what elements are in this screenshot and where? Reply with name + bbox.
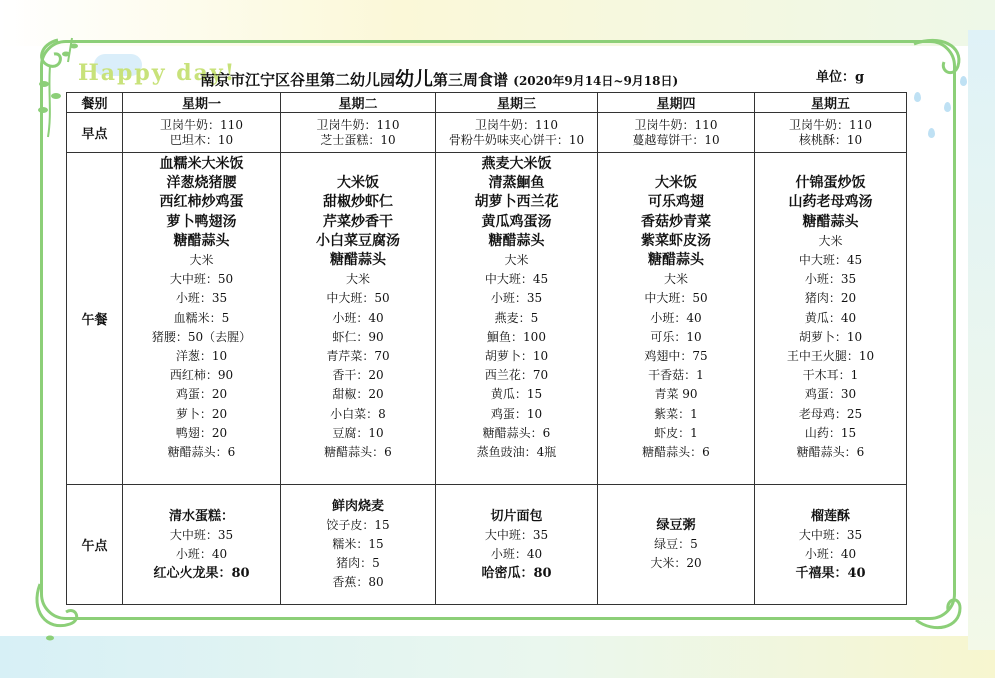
ingredient-line: 小班：40 xyxy=(332,310,384,325)
ingredient-line: 糖醋蒜头：6 xyxy=(642,445,710,460)
ingredient-line xyxy=(281,155,435,174)
dish-name: 山药老母鸡汤 xyxy=(788,194,873,211)
ingredient-line: 小白菜：8 xyxy=(330,406,386,421)
menu-table xyxy=(66,92,907,605)
snack-cell xyxy=(598,485,755,605)
dish-name: 糖醋蒜头 xyxy=(173,232,230,249)
dish-name: 西红柿炒鸡蛋 xyxy=(159,194,244,211)
ingredient-line: 卫岗牛奶：110 xyxy=(789,117,872,132)
dish-name: 大米饭 xyxy=(655,175,697,192)
ingredient-line: 蔓越莓饼干：10 xyxy=(632,132,720,147)
dish-name: 糖醋蒜头 xyxy=(488,232,545,249)
day-header: 星期五 xyxy=(755,93,907,113)
ingredient-line: 鸡蛋：20 xyxy=(175,387,228,402)
ingredient-line: 大中班：35 xyxy=(798,527,863,542)
dish-name: 榴莲酥 xyxy=(810,508,850,524)
dish-name: 哈密瓜：80 xyxy=(481,565,552,581)
ingredient-line: 小班：40 xyxy=(175,546,228,561)
ingredient-line: 大米 xyxy=(663,272,688,287)
dish-name: 绿豆粥 xyxy=(656,518,696,533)
ingredient-line: 可乐：10 xyxy=(650,329,702,344)
ingredient-line: 青菜 90 xyxy=(654,387,698,402)
ingredient-line: 大米 xyxy=(504,253,529,268)
ingredient-line: 中大班：50 xyxy=(326,291,390,306)
ingredient-line: 黄瓜：15 xyxy=(490,387,543,402)
water-drop-icon xyxy=(914,92,921,102)
title-dates: (2020年9月14日~9月18日) xyxy=(513,74,679,88)
ingredient-line: 小班：40 xyxy=(650,310,702,325)
ingredient-line: 大米 xyxy=(189,253,214,268)
meal-column-header: 餐别 xyxy=(67,93,123,113)
dish-name: 胡萝卜西兰花 xyxy=(474,194,559,211)
dish-name: 黄瓜鸡蛋汤 xyxy=(481,213,552,230)
ingredient-line: 鸡蛋：30 xyxy=(804,387,857,402)
day-header: 星期一 xyxy=(123,93,281,113)
lunch-label: 午餐 xyxy=(67,153,123,485)
snack-label: 午点 xyxy=(67,485,123,605)
ingredient-line: 血糯米：5 xyxy=(173,310,230,325)
dish-name: 可乐鸡翅 xyxy=(648,194,704,211)
ingredient-line: 豆腐：10 xyxy=(332,425,384,440)
dish-name: 清蒸鮰鱼 xyxy=(488,175,545,192)
ingredient-line: 小班：40 xyxy=(804,546,857,561)
title-group: 幼儿 xyxy=(395,68,434,90)
ingredient-line: 大米 xyxy=(345,272,370,287)
dish-name: 千禧果：40 xyxy=(795,565,866,581)
ingredient-line: 虾皮：1 xyxy=(654,425,698,440)
ingredient-line: 大米：20 xyxy=(650,556,702,570)
title-school: 南京市江宁区谷里第二幼儿园 xyxy=(200,71,396,89)
ingredient-line: 糯米：15 xyxy=(332,537,384,551)
dish-name: 红心火龙果：80 xyxy=(153,565,250,581)
day-header: 星期四 xyxy=(598,93,755,113)
lunch-cell xyxy=(598,153,755,485)
header-row xyxy=(67,93,907,113)
ingredient-line: 巴坦木：10 xyxy=(169,132,234,147)
ingredient-line: 糖醋蒜头：6 xyxy=(482,425,551,440)
ingredient-line: 糖醋蒜头：6 xyxy=(324,445,392,460)
dish-name: 紫菜虾皮汤 xyxy=(641,232,711,249)
ingredient-line: 小班：40 xyxy=(490,546,543,561)
ingredient-line: 卫岗牛奶：110 xyxy=(316,117,400,132)
ingredient-line: 小班：35 xyxy=(490,291,543,306)
ingredient-line: 糖醋蒜头：6 xyxy=(167,445,236,460)
ingredient-line: 萝卜：20 xyxy=(175,406,228,421)
ingredient-line: 蒸鱼豉油：4瓶 xyxy=(476,445,557,460)
dish-name: 什锦蛋炒饭 xyxy=(795,175,866,192)
breakfast-label: 早点 xyxy=(67,113,123,153)
dish-name: 鲜肉烧麦 xyxy=(331,499,384,514)
breakfast-cell xyxy=(436,113,598,153)
ingredient-line: 山药：15 xyxy=(804,425,857,440)
dish-name: 萝卜鸭翅汤 xyxy=(166,213,237,230)
dish-name: 清水蛋糕： xyxy=(168,508,234,524)
ingredient-line: 中大班：45 xyxy=(798,253,863,268)
dish-name: 血糯米大米饭 xyxy=(159,156,244,172)
dish-name: 芹菜炒香干 xyxy=(323,213,393,230)
breakfast-cell xyxy=(281,113,436,153)
ingredient-line: 绿豆：5 xyxy=(654,537,698,551)
dish-name: 洋葱烧猪腰 xyxy=(166,175,237,192)
ingredient-line: 中大班：45 xyxy=(484,272,549,287)
dish-name: 糖醋蒜头 xyxy=(802,213,859,230)
ingredient-line: 卫岗牛奶：110 xyxy=(160,117,243,132)
water-drop-icon xyxy=(944,102,951,112)
ingredient-line: 卫岗牛奶：110 xyxy=(634,117,718,132)
ingredient-line: 紫菜：1 xyxy=(654,406,698,421)
ingredient-line xyxy=(755,155,906,174)
dish-name: 甜椒炒虾仁 xyxy=(323,194,393,211)
ingredient-line: 虾仁：90 xyxy=(332,329,384,344)
snack-cell xyxy=(123,485,281,605)
dish-name: 小白菜豆腐汤 xyxy=(316,232,400,249)
day-header: 星期三 xyxy=(436,93,598,113)
day-header: 星期二 xyxy=(281,93,436,113)
ingredient-line: 猪腰：50（去腥） xyxy=(151,329,252,344)
dish-name: 燕麦大米饭 xyxy=(481,156,552,172)
dish-name: 切片面包 xyxy=(490,508,543,524)
water-drop-icon xyxy=(960,76,967,86)
ingredient-line: 骨粉牛奶味夹心饼干：10 xyxy=(448,132,585,147)
ingredient-line: 猪肉：5 xyxy=(336,556,380,570)
ingredient-line: 西红柿：90 xyxy=(169,368,234,383)
lunch-cell xyxy=(436,153,598,485)
lunch-cell xyxy=(123,153,281,485)
ingredient-line: 芝士蛋糕：10 xyxy=(320,132,396,147)
happy-day-decoration: Happy day! xyxy=(78,60,237,86)
ingredient-line: 干香菇：1 xyxy=(648,368,704,383)
page-title xyxy=(200,64,678,91)
ingredient-line: 中大班：50 xyxy=(644,291,708,306)
ingredient-line xyxy=(598,155,754,174)
vine-decoration-bottom-right-icon xyxy=(910,590,970,640)
snack-cell xyxy=(281,485,436,605)
ingredient-line: 胡萝卜：10 xyxy=(798,329,863,344)
ingredient-line: 大中班：35 xyxy=(169,527,234,542)
ingredient-line: 甜椒：20 xyxy=(332,387,384,402)
ingredient-line: 干木耳：1 xyxy=(802,368,859,383)
unit-label: 单位：g xyxy=(816,70,865,85)
lunch-row xyxy=(67,153,907,485)
ingredient-line: 洋葱：10 xyxy=(175,349,228,364)
title-row xyxy=(78,60,908,90)
breakfast-cell xyxy=(598,113,755,153)
breakfast-cell xyxy=(123,113,281,153)
ingredient-line: 鸡翅中：75 xyxy=(644,349,708,364)
ingredient-line: 糖醋蒜头：6 xyxy=(796,445,865,460)
ingredient-line: 卫岗牛奶：110 xyxy=(475,117,558,132)
background-right-band xyxy=(968,30,995,650)
dish-name: 糖醋蒜头 xyxy=(330,252,386,269)
background-bottom-band xyxy=(0,636,995,678)
ingredient-line: 王中王火腿：10 xyxy=(786,349,875,364)
ingredient-line: 核桃酥：10 xyxy=(798,132,863,147)
ingredient-line: 香干：20 xyxy=(332,368,384,383)
ingredient-line: 香蕉：80 xyxy=(332,575,384,589)
breakfast-row xyxy=(67,113,907,153)
ingredient-line: 大中班：35 xyxy=(484,527,549,542)
ingredient-line: 大中班：50 xyxy=(169,272,234,287)
snack-row xyxy=(67,485,907,605)
ingredient-line: 鸭翅：20 xyxy=(175,425,228,440)
breakfast-cell xyxy=(755,113,907,153)
ingredient-line: 黄瓜：40 xyxy=(804,310,857,325)
lunch-cell xyxy=(755,153,907,485)
lunch-cell xyxy=(281,153,436,485)
ingredient-line: 青芹菜：70 xyxy=(326,349,390,364)
dish-name: 香菇炒青菜 xyxy=(641,213,711,230)
snack-cell xyxy=(755,485,907,605)
ingredient-line: 小班：35 xyxy=(175,291,228,306)
water-drop-icon xyxy=(928,128,935,138)
dish-name: 大米饭 xyxy=(337,175,379,192)
ingredient-line: 老母鸡：25 xyxy=(798,406,863,421)
ingredient-line: 小班：35 xyxy=(804,272,857,287)
ingredient-line: 鸡蛋：10 xyxy=(490,406,543,421)
ingredient-line: 饺子皮：15 xyxy=(326,518,390,532)
title-week: 第三周食谱 xyxy=(433,71,509,89)
dish-name: 糖醋蒜头 xyxy=(648,252,704,269)
ingredient-line: 鮰鱼：100 xyxy=(487,329,546,344)
ingredient-line: 大米 xyxy=(818,233,843,248)
ingredient-line: 燕麦：5 xyxy=(494,310,539,325)
ingredient-line: 西兰花：70 xyxy=(484,368,549,383)
ingredient-line: 胡萝卜：10 xyxy=(484,349,549,364)
ingredient-line: 猪肉：20 xyxy=(804,291,857,306)
snack-cell xyxy=(436,485,598,605)
